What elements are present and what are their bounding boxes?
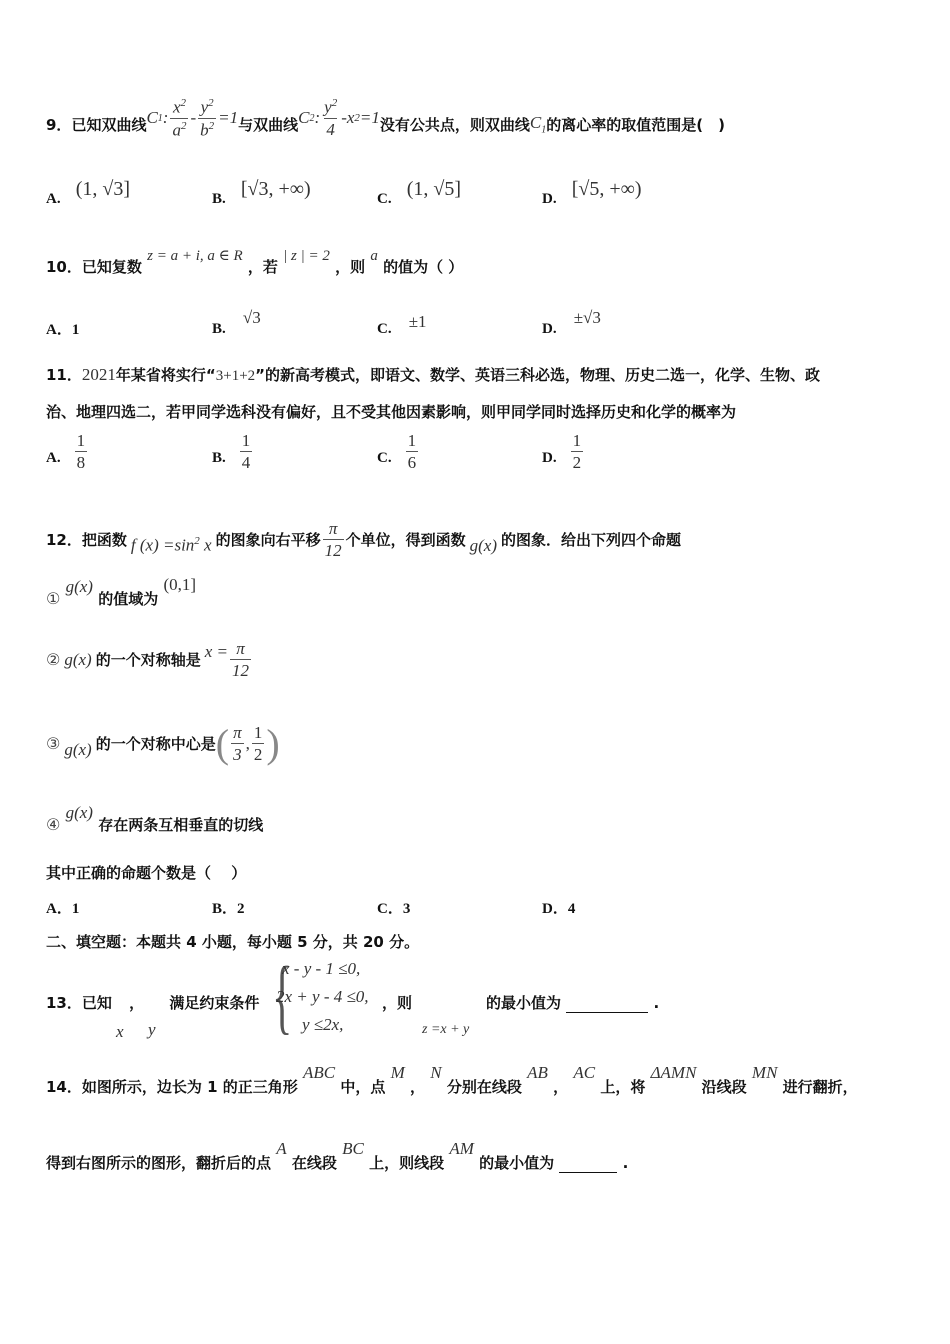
q10-option-a: A．1 [46,322,80,338]
q9-c1-ref: $C_1$ [529,112,547,136]
question-13: 13．已知 ， 满足约束条件 [46,994,260,1012]
q12-option-b: B．2 [212,901,245,917]
q12-fx: f $(x) =\sin^2$ x [130,535,212,555]
q9-c1-formula: C 1 : $\frac{x^2}{a^2}$ - $\frac{y^2}{b^2}$ =1 [146,97,239,140]
q12-option-c: C．3 [377,901,411,917]
q10-expr2: | z | = 2 [283,248,330,264]
q12-prop-3: ③ g(x) 的一个对称中心是 ( $\frac{\pi}{3}$ , $\frac{1}{2}$ ) [46,721,280,766]
q9-option-c: C. (1, √5] [377,178,461,207]
question-11-line1: 11．2021年某省将实行“3+1+2”的新高考模式，即语文、数学、英语三科必选，物理、历史二选一，化学、生物、政 [46,365,821,384]
q9-c2-formula: C 2 : $\frac{y^2}{4}$ - x 2 =1 [298,97,380,139]
section-2-heading: 二、填空题：本题共 4 小题，每小题 5 分，共 20 分。 [46,933,420,951]
question-14-line2: 得到右图所示的图形，翻折后的点 A 在线段 BC 上，则线段 AM 的最小值为 . [46,1139,629,1172]
question-12: 12． 把函数 f $(x) =\sin^2$ x 的图象向右平移 $\frac{\pi}{12}$ 个单位，得到函数 g(x) 的图象．给出下列四个命题 [46,519,682,560]
q12-prop-4: ④ g(x) 存在两条互相垂直的切线 [46,803,264,834]
q13-z-expr: z =x + y [422,1022,470,1037]
question-14-line1: 14．如图所示，边长为 1 的正三角形 ABC 中，点 M ， N 分别在线段 AB ， AC 上，将 ΔAMN 沿线段 MN 进行翻折， [46,1063,858,1096]
q12-prop-2: ② g(x) 的一个对称轴是 x = $\frac{\pi}{12}$ [46,639,250,680]
q9-text3: 没有公共点，则双曲线 [379,115,530,134]
q11-option-b: B. $\frac{1}{4}$ [212,431,251,472]
q9-text4: 的离心率的取值范围是( ) [546,115,725,134]
question-9 [46,97,725,144]
q12-prop-1: ① g(x) 的值域为 (0,1] [46,575,197,608]
q10-option-d: D. ±√3 [542,308,601,337]
q10-option-b: B. √3 [212,308,261,337]
question-11-line2: 治、地理四选二，若甲同学选科没有偏好，且不受其他因素影响，则甲同学同时选择历史和化学的概率为 [46,403,737,421]
q10-expr1: z = a + i, a ∈ R [147,248,243,264]
q12-option-a: A．1 [46,901,80,917]
q13-constraints: x - y - 1 ≤0, 2x + y - 4 ≤0, y ≤2x, [276,959,369,1034]
q9-option-a: A. (1, √3] [46,178,130,207]
q12-option-d: D．4 [542,901,576,917]
q9-number: 9． [46,115,72,134]
q10-option-c: C. ±1 [377,312,427,337]
q11-option-d: D. $\frac{1}{2}$ [542,431,582,472]
q11-option-a: A. $\frac{1}{8}$ [46,431,86,472]
q9-option-d: D. [√5, +∞) [542,178,642,207]
question-10: 10．已知复数 z = a + i, a ∈ R ，若 | z | = 2 ，则 a 的值为（ ） [46,248,464,276]
q13-brace: { [272,950,293,1043]
q12-question: 其中正确的命题个数是（ ） [46,864,247,882]
q9-option-b: B. [√3, +∞) [212,178,311,207]
q9-text2: 与双曲线 [238,115,299,134]
q9-text1: 已知双曲线 [71,115,147,134]
q13-var-y: y [148,1020,156,1039]
q14-answer-blank[interactable] [559,1154,617,1173]
q13-tail: ，则 [382,994,413,1012]
q13-answer: 的最小值为 . [486,994,660,1012]
q13-var-x: x [116,1022,124,1041]
q13-answer-blank[interactable] [566,994,648,1013]
q11-option-c: C. $\frac{1}{6}$ [377,431,417,472]
